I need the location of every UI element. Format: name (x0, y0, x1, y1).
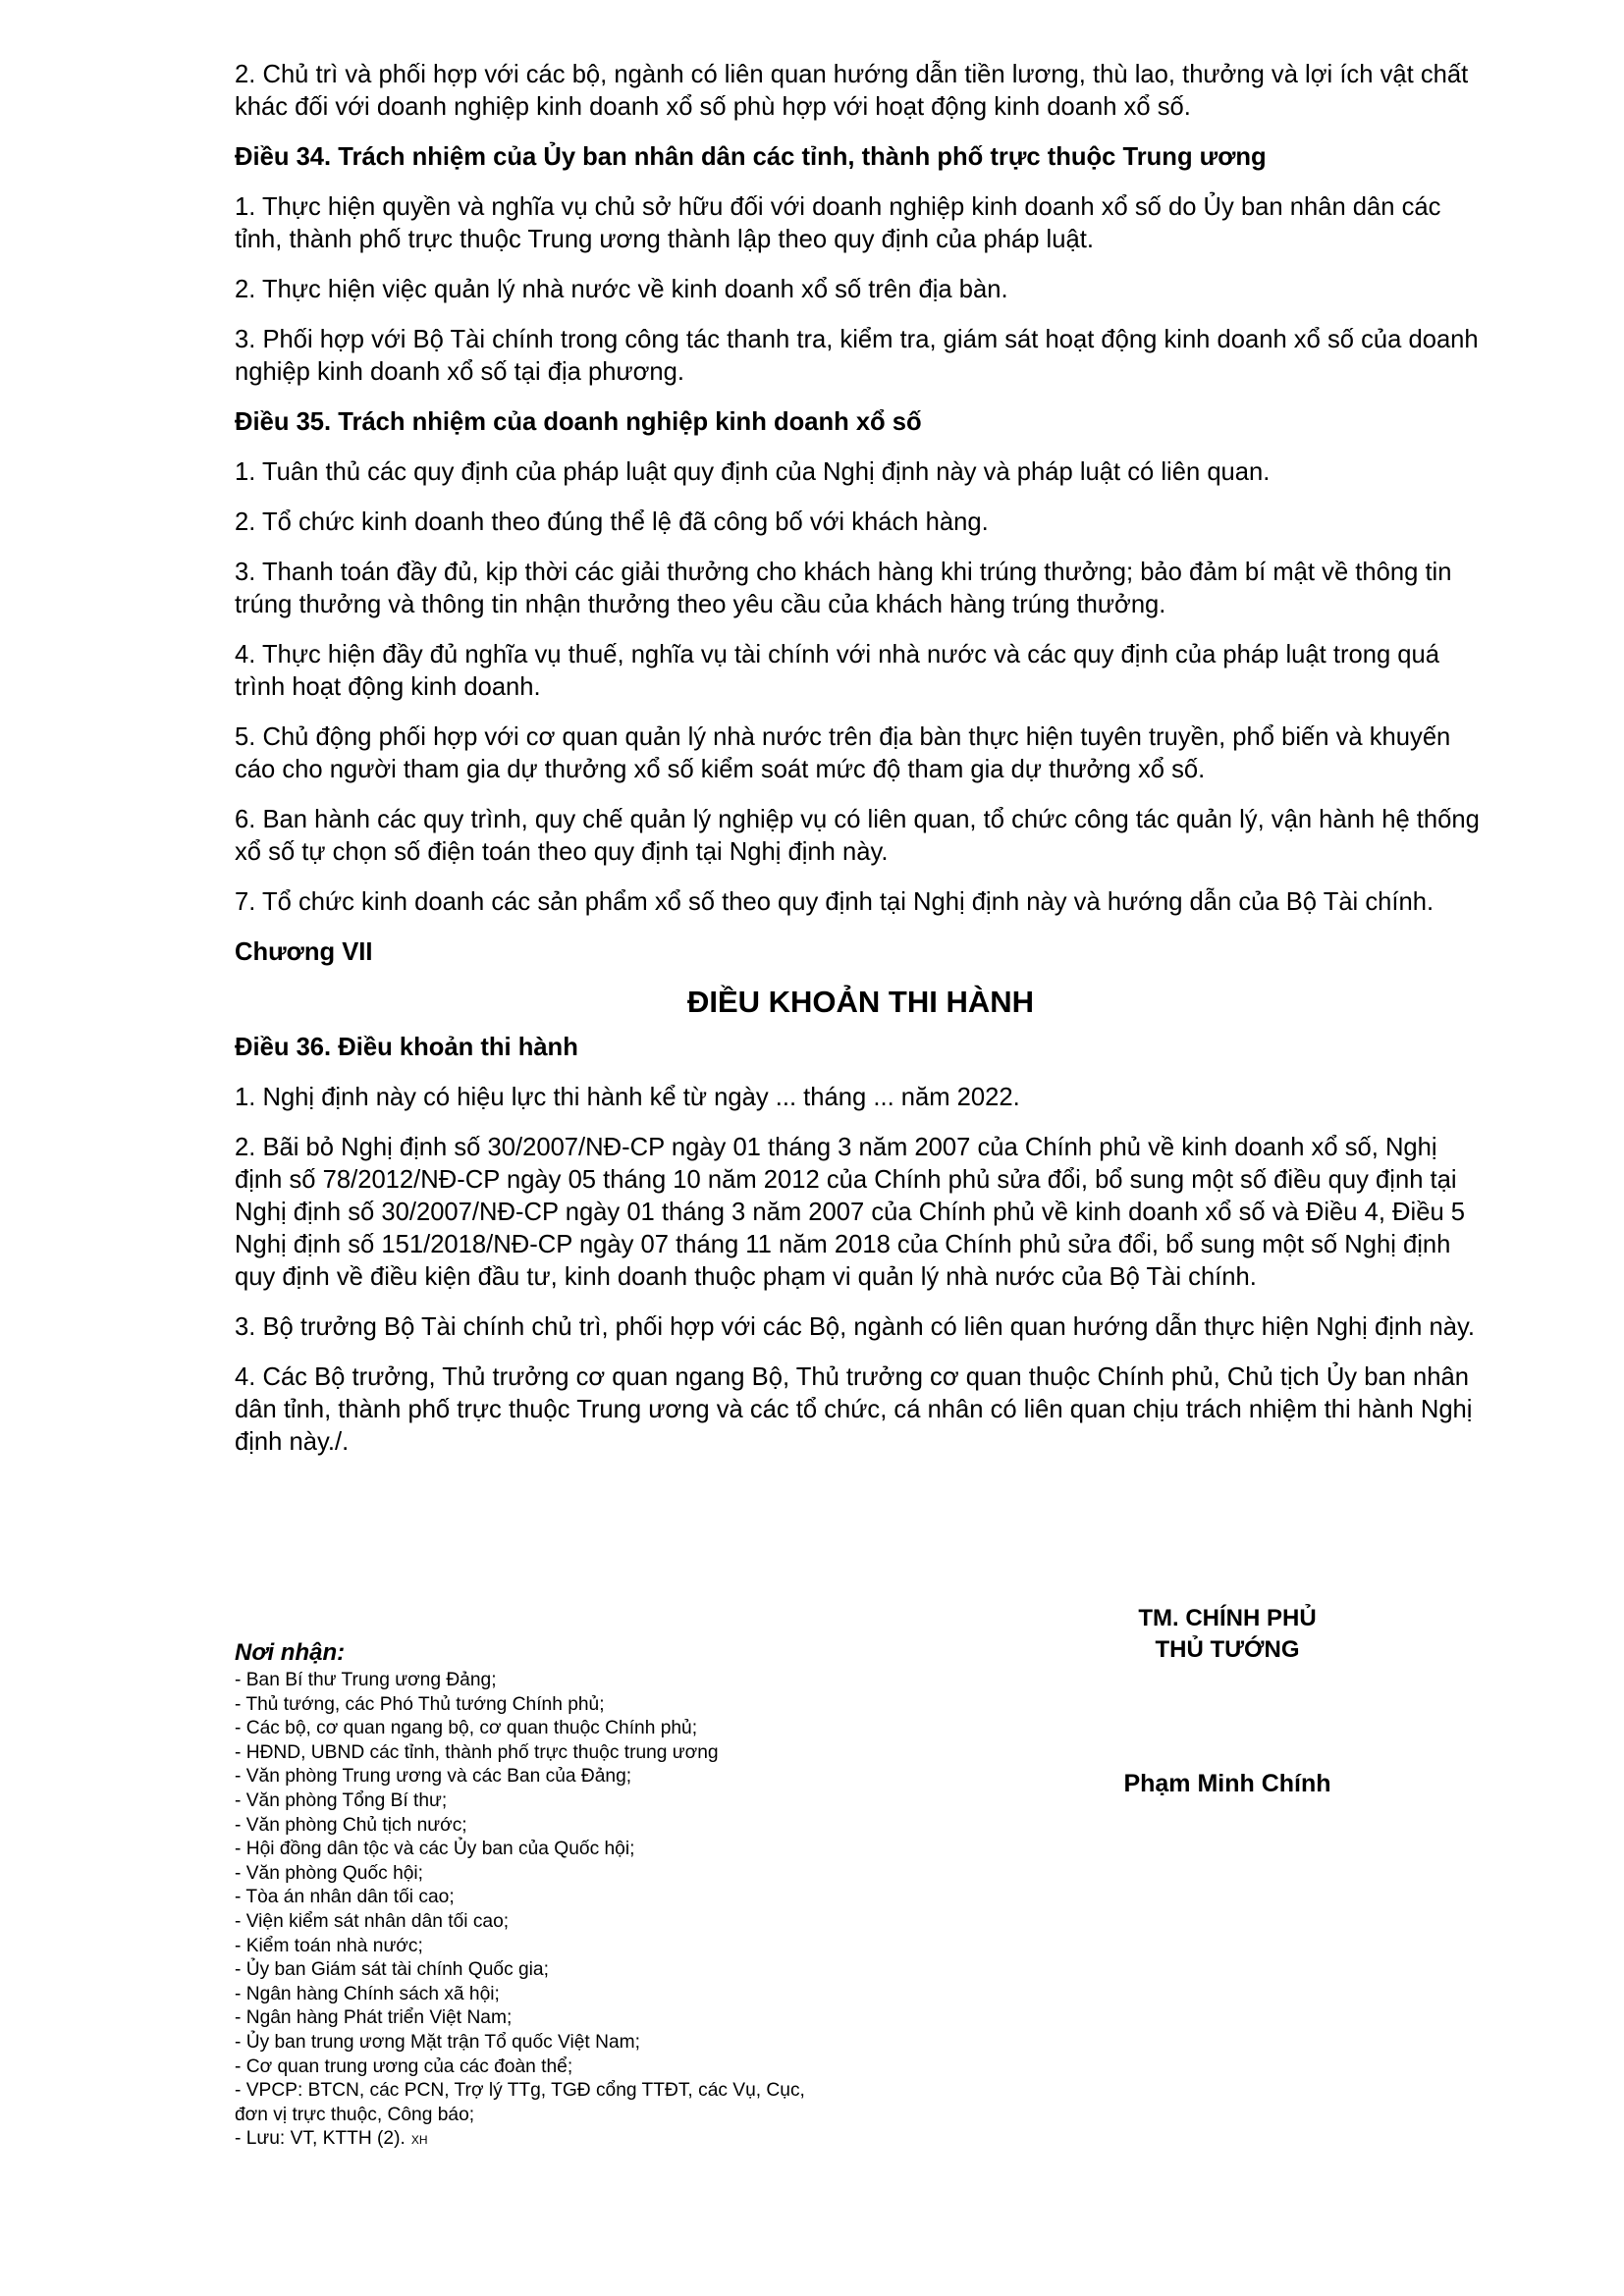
signature-block (1080, 1603, 1375, 1799)
article-34-heading: Điều 34. Trách nhiệm của Ủy ban nhân dân các tỉnh, thành phố trực thuộc Trung ương (235, 143, 1267, 171)
recipient-last-text: - Lưu: VT, KTTH (2). (235, 2128, 406, 2150)
recipients-list (235, 1669, 942, 2153)
recipient-item: - Kiểm toán nhà nước; (235, 1935, 423, 1956)
recipient-item: - Văn phòng Tổng Bí thư; (235, 1789, 448, 1811)
recipient-item: - Tòa án nhân dân tối cao; (235, 1887, 455, 1908)
recipient-item: - Văn phòng Chủ tịch nước; (235, 1814, 467, 1836)
chapter-label: Chương VII (235, 938, 373, 966)
paragraph-35-7: 7. Tổ chức kinh doanh các sản phẩm xổ số theo quy định tại Nghị định này và hướng dẫn của Bộ Tài chính. (235, 888, 1435, 916)
recipient-item: - Văn phòng Quốc hội; (235, 1862, 424, 1884)
signature-title: THỦ TƯỚNG (1155, 1636, 1300, 1663)
recipient-item: - HĐND, UBND các tỉnh, thành phố trực thuộc trung ương (235, 1741, 719, 1763)
paragraph-35-2: 2. Tổ chức kinh doanh theo đúng thể lệ đã công bố với khách hàng. (235, 508, 989, 536)
recipients-block (235, 1639, 942, 2153)
paragraph-33-2: 2. Chủ trì và phối hợp với các bộ, ngành có liên quan hướng dẫn tiền lương, thù lao, thưởng và lợi ích vật chất khác đối với doanh nghiệp kinh doanh xổ số phù hợp với hoạt động kinh doanh xổ số. (235, 61, 1469, 121)
recipient-item-last (235, 2127, 942, 2153)
paragraph-35-3: 3. Thanh toán đầy đủ, kịp thời các giải thưởng cho khách hàng khi trúng thưởng; bảo đảm bí mật về thông tin trúng thưởng và thông tin nhận thưởng theo yêu cầu của khách hàng trúng thưởng. (235, 559, 1452, 618)
paragraph-34-1: 1. Thực hiện quyền và nghĩa vụ chủ sở hữu đối với doanh nghiệp kinh doanh xổ số do Ủy ban nhân dân các tỉnh, thành phố trực thuộc Trung ương thành lập theo quy định của pháp luật. (235, 193, 1441, 253)
article-36-heading: Điều 36. Điều khoản thi hành (235, 1034, 578, 1061)
paragraph-35-1: 1. Tuân thủ các quy định của pháp luật quy định của Nghị định này và pháp luật có liên quan. (235, 458, 1271, 486)
paragraph-36-2: 2. Bãi bỏ Nghị định số 30/2007/NĐ-CP ngày 01 tháng 3 năm 2007 của Chính phủ về kinh doanh xổ số, Nghị định số 78/2012/NĐ-CP ngày 05 tháng 10 năm 2012 của Chính phủ sửa đổi, bổ sung một số điều quy định tại Nghị định số 30/2007/NĐ-CP ngày 01 tháng 3 năm 2007 của Chính phủ về kinh doanh xổ số và Điều 4, Điều 5 Nghị định số 151/2018/NĐ-CP ngày 07 tháng 11 năm 2018 của Chính phủ sửa đổi, bổ sung một số Nghị định quy định về điều kiện đầu tư, kinh doanh thuộc phạm vi quản lý nhà nước của Bộ Tài chính. (235, 1134, 1466, 1291)
recipient-item: - Thủ tướng, các Phó Thủ tướng Chính phủ; (235, 1693, 605, 1715)
recipients-title: Nơi nhận: (235, 1639, 346, 1666)
recipient-last-note: XH (410, 2133, 428, 2148)
recipient-item: - Ban Bí thư Trung ương Đảng; (235, 1670, 497, 1690)
signatory-name: Phạm Minh Chính (1123, 1770, 1331, 1797)
paragraph-36-4: 4. Các Bộ trưởng, Thủ trưởng cơ quan ngang Bộ, Thủ trưởng cơ quan thuộc Chính phủ, Chủ tịch Ủy ban nhân dân tỉnh, thành phố trực thuộc Trung ương và các tổ chức, cá nhân có liên quan chịu trách nhiệm thi hành Nghị định này./. (235, 1363, 1473, 1456)
paragraph-36-3: 3. Bộ trưởng Bộ Tài chính chủ trì, phối hợp với các Bộ, ngành có liên quan hướng dẫn thực hiện Nghị định này. (235, 1313, 1475, 1341)
document-body (235, 59, 1487, 1476)
recipient-item: - Ngân hàng Chính sách xã hội; (235, 1983, 500, 2004)
recipient-item: - Các bộ, cơ quan ngang bộ, cơ quan thuộc Chính phủ; (235, 1718, 698, 1739)
article-35-heading: Điều 35. Trách nhiệm của doanh nghiệp kinh doanh xổ số (235, 408, 922, 436)
paragraph-36-1: 1. Nghị định này có hiệu lực thi hành kể từ ngày ... tháng ... năm 2022. (235, 1084, 1020, 1111)
recipient-item: - Ủy ban trung ương Mặt trận Tổ quốc Việt Nam; (235, 2031, 640, 2053)
recipient-item: - VPCP: BTCN, các PCN, Trợ lý TTg, TGĐ cổng TTĐT, các Vụ, Cục, (235, 2080, 805, 2102)
recipient-item: - Văn phòng Trung ương và các Ban của Đảng; (235, 1766, 632, 1788)
paragraph-35-6: 6. Ban hành các quy trình, quy chế quản lý nghiệp vụ có liên quan, tổ chức công tác quản lý, vận hành hệ thống xổ số tự chọn số điện toán theo quy định tại Nghị định này. (235, 806, 1480, 866)
paragraph-35-4: 4. Thực hiện đầy đủ nghĩa vụ thuế, nghĩa vụ tài chính với nhà nước và các quy định của pháp luật trong quá trình hoạt động kinh doanh. (235, 641, 1440, 701)
recipient-item: - Viện kiểm sát nhân dân tối cao; (235, 1910, 510, 1932)
recipient-item: - Hội đồng dân tộc và các Ủy ban của Quốc hội; (235, 1839, 635, 1860)
paragraph-35-5: 5. Chủ động phối hợp với cơ quan quản lý nhà nước trên địa bàn thực hiện tuyên truyền, phổ biến và khuyến cáo cho người tham gia dự thưởng xổ số kiểm soát mức độ tham gia dự thưởng xổ số. (235, 723, 1451, 783)
recipient-item: đơn vị trực thuộc, Công báo; (235, 2104, 475, 2125)
paragraph-34-3: 3. Phối hợp với Bộ Tài chính trong công tác thanh tra, kiểm tra, giám sát hoạt động kinh doanh xổ số của doanh nghiệp kinh doanh xổ số tại địa phương. (235, 326, 1479, 386)
recipient-item: - Ủy ban Giám sát tài chính Quốc gia; (235, 1959, 549, 1981)
recipient-item: - Ngân hàng Phát triển Việt Nam; (235, 2007, 513, 2029)
chapter-title: ĐIỀU KHOẢN THI HÀNH (686, 985, 1035, 1019)
recipient-item: - Cơ quan trung ương của các đoàn thể; (235, 2056, 573, 2077)
paragraph-34-2: 2. Thực hiện việc quản lý nhà nước về kinh doanh xổ số trên địa bàn. (235, 276, 1008, 303)
signature-org: TM. CHÍNH PHỦ (1138, 1605, 1317, 1631)
